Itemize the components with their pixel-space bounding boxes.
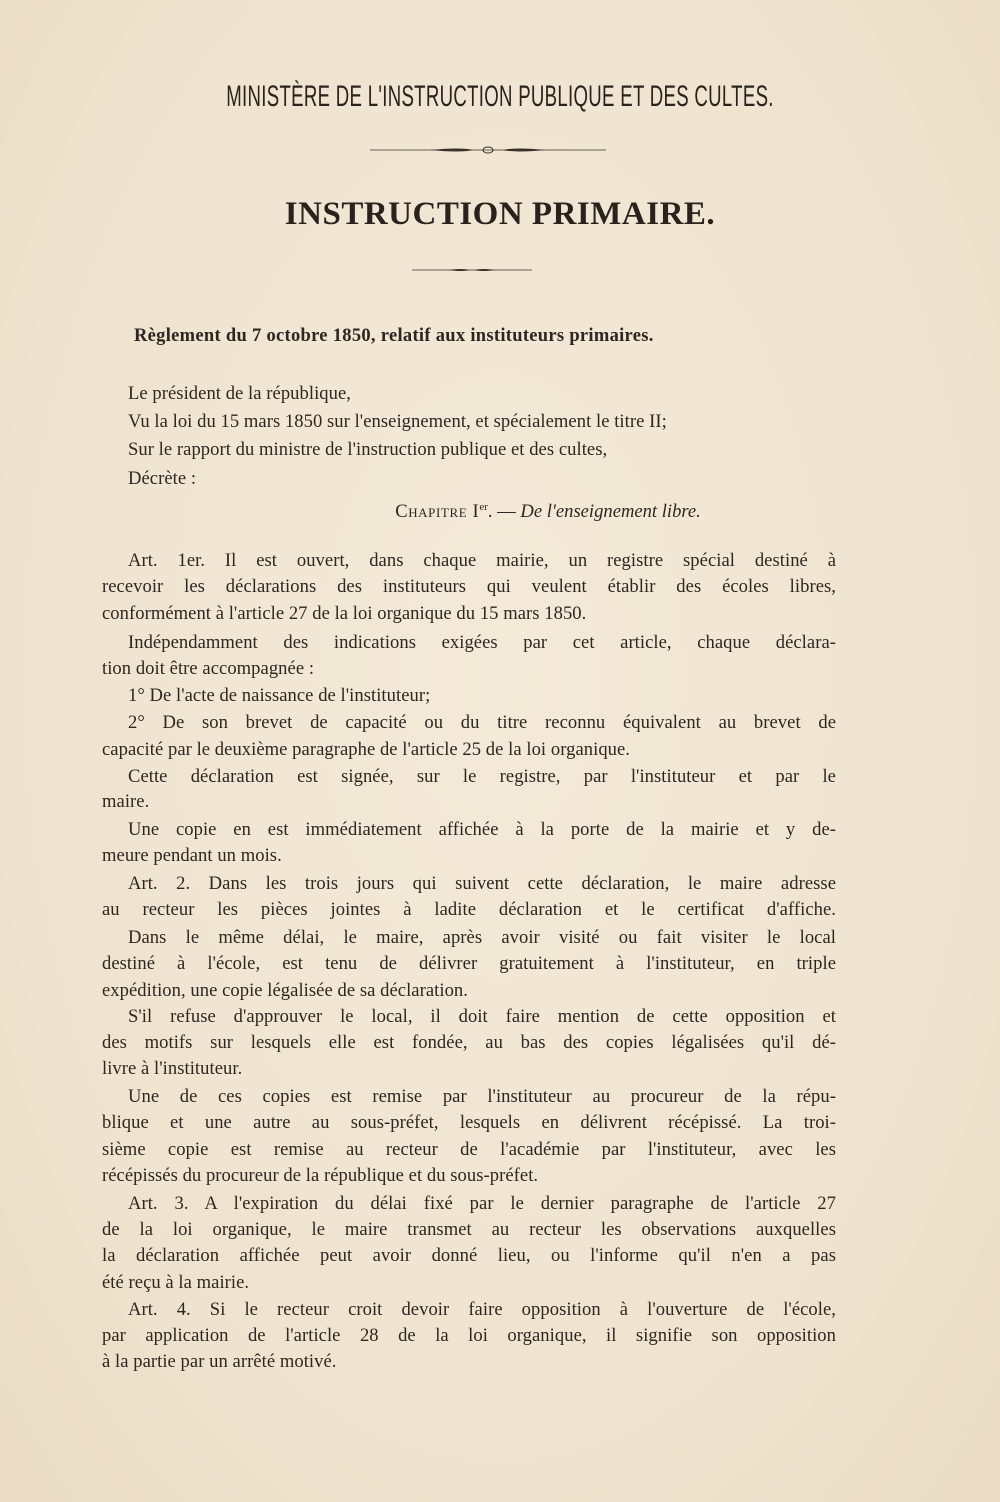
body-line: Art. 4. Si le recteur croit devoir faire opposition à l'ouverture de l'école,: [128, 1299, 836, 1320]
body-line: au recteur les pièces jointes à ladite déclaration et le certificat d'affiche.: [102, 899, 836, 920]
preamble-line: Sur le rapport du ministre de l'instruction publique et des cultes,: [128, 439, 608, 460]
body-line: conformément à l'article 27 de la loi organique du 15 mars 1850.: [102, 603, 587, 624]
body-line: Art. 3. A l'expiration du délai fixé par le dernier paragraphe de l'article 27: [128, 1193, 836, 1214]
body-line: expédition, une copie légalisée de sa déclaration.: [102, 980, 468, 1001]
body-line: de la loi organique, le maire transmet au recteur les observations auxquelles: [102, 1219, 836, 1240]
ornamental-rule: [370, 146, 606, 154]
body-line: blique et une autre au sous-préfet, lesquels en délivrent récépissé. La troi-: [102, 1112, 836, 1133]
ornamental-rule-small: [412, 267, 532, 273]
body-line: livre à l'instituteur.: [102, 1058, 243, 1079]
body-line: maire.: [102, 791, 150, 812]
body-line: Une copie en est immédiatement affichée à la porte de la mairie et y de-: [128, 819, 836, 840]
body-line: tion doit être accompagnée :: [102, 658, 315, 679]
body-line: meure pendant un mois.: [102, 845, 282, 866]
preamble-line: Vu la loi du 15 mars 1850 sur l'enseignement, et spécialement le titre II;: [128, 411, 667, 432]
body-line: destiné à l'école, est tenu de délivrer gratuitement à l'instituteur, en triple: [102, 953, 836, 974]
body-line: 1° De l'acte de naissance de l'instituteur;: [128, 685, 431, 706]
body-line: sième copie est remise au recteur de l'académie par l'instituteur, avec les: [102, 1139, 836, 1160]
body-line: par application de l'article 28 de la loi organique, il signifie son opposition: [102, 1325, 836, 1346]
decree-title: Règlement du 7 octobre 1850, relatif aux instituteurs primaires.: [134, 326, 654, 346]
chapter-dash: . —: [487, 501, 516, 522]
body-line: S'il refuse d'approuver le local, il doit faire mention de cette opposition et: [128, 1006, 836, 1027]
body-line: récépissés du procureur de la république et du sous-préfet.: [102, 1165, 539, 1186]
chapter-label: Chapitre I: [395, 501, 480, 522]
body-line: été reçu à la mairie.: [102, 1272, 250, 1293]
preamble-line: Décrète :: [128, 468, 197, 489]
body-line: Cette déclaration est signée, sur le registre, par l'instituteur et par le: [128, 766, 836, 787]
preamble-line: Le président de la république,: [128, 383, 351, 404]
body-line: Art. 2. Dans les trois jours qui suivent cette déclaration, le maire adresse: [128, 873, 836, 894]
chapter-subtitle: De l'enseignement libre.: [520, 501, 701, 522]
body-line: recevoir les déclarations des instituteurs qui veulent établir des écoles libres,: [102, 576, 836, 597]
body-line: capacité par le deuxième paragraphe de l'article 25 de la loi organique.: [102, 739, 631, 760]
body-line: Indépendamment des indications exigées par cet article, chaque déclara-: [128, 632, 836, 653]
body-line: 2° De son brevet de capacité ou du titre reconnu équivalent au brevet de: [128, 712, 836, 733]
body-line: la déclaration affichée peut avoir donné lieu, ou l'informe qu'il n'en a pas: [102, 1245, 836, 1266]
page-title: INSTRUCTION PRIMAIRE.: [284, 196, 716, 232]
body-line: Dans le même délai, le maire, après avoir visité ou fait visiter le local: [128, 927, 836, 948]
chapter-heading: [0, 501, 1000, 523]
body-line: à la partie par un arrêté motivé.: [102, 1351, 337, 1372]
chapter-label-sup: er: [479, 500, 488, 513]
body-line: des motifs sur lesquels elle est fondée, au bas des copies légalisées qu'il dé-: [102, 1032, 836, 1053]
ministry-heading: MINISTÈRE DE L'INSTRUCTION PUBLIQUE ET DES CULTES.: [226, 80, 774, 113]
body-line: Art. 1er. Il est ouvert, dans chaque mairie, un registre spécial destiné à: [128, 550, 836, 571]
body-line: Une de ces copies est remise par l'instituteur au procureur de la répu-: [128, 1086, 836, 1107]
